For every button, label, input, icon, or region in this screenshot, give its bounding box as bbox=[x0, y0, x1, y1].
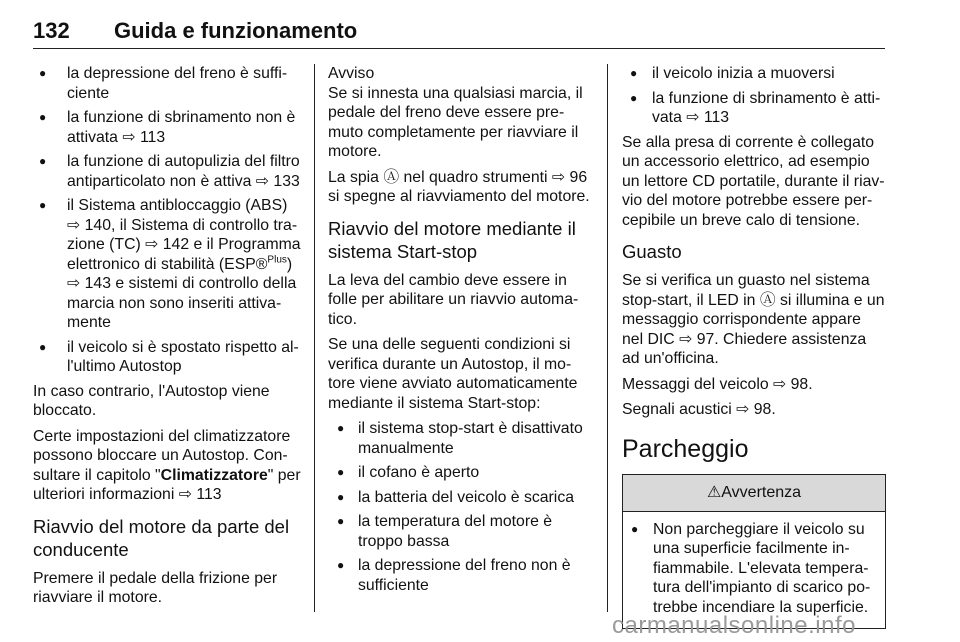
paragraph: Se una delle seguenti condizioni si verifica durante un Autostop, il mo-tore viene avviato automaticamente mediante il sistema Start-stop: bbox=[328, 336, 578, 412]
note-title: Avviso bbox=[328, 65, 375, 82]
paragraph: Se si verifica un guasto nel sistema stop-start, il LED in Ⓐ si illumina e un messaggio corrispondente appare nel DIC ⇨ 97. Chiedere assistenza ad un'officina. bbox=[622, 272, 885, 367]
list-item: ● il veicolo inizia a muoversi bbox=[622, 64, 886, 84]
column-middle bbox=[328, 64, 593, 600]
list-item: ● il sistema stop-start è disattivato manualmente bbox=[328, 419, 593, 458]
paragraph: Se alla presa di corrente è collegato un accessorio elettrico, ad esempio un lettore CD portatile, durante il riav-vio del motore potrebbe essere per-cepibile un breve calo di tensione. bbox=[622, 133, 885, 229]
list-item: ● la depressione del freno è suffi-ciente bbox=[33, 64, 301, 103]
column-right bbox=[622, 64, 886, 629]
column-divider bbox=[607, 64, 608, 612]
paragraph: In caso contrario, l'Autostop viene bloccato. bbox=[33, 382, 270, 419]
list-item-text: il Sistema antibloccaggio (ABS) ⇨ 140, il Sistema di controllo tra-zione (TC) ⇨ 142 e il Programma elettronico di stabilità (ESP® bbox=[67, 197, 301, 273]
list-item: ● Non parcheggiare il veicolo su una superficie facilmente in-fiammabile. L'elevata tempera-tura dell'impianto di scarico po-trebbe incendiare la superficie. bbox=[623, 520, 885, 618]
paragraph: La leva del cambio deve essere in folle per abilitare un riavvio automa-tico. bbox=[328, 271, 579, 328]
paragraph bbox=[33, 427, 301, 505]
column-divider bbox=[314, 64, 315, 612]
watermark-text: carmanualsonline.info bbox=[612, 612, 856, 639]
paragraph-text: Certe impostazioni del climatizzatore possono bloccare un Autostop. Con-sultare il capitolo " bbox=[33, 427, 291, 484]
paragraph: Segnali acustici ⇨ 98. bbox=[622, 401, 776, 418]
section-heading: Riavvio del motore da parte del conducente bbox=[33, 515, 290, 560]
warning-body bbox=[623, 512, 885, 629]
list-item: ● la funzione di sbrinamento non è attivata ⇨ 113 bbox=[33, 108, 301, 147]
list-item: ● la funzione di sbrinamento è atti-vata ⇨ 113 bbox=[622, 89, 886, 128]
list-item: ● la temperatura del motore è troppo bassa bbox=[328, 512, 593, 551]
page-number: 132 bbox=[33, 18, 70, 43]
column-left bbox=[33, 64, 301, 614]
section-heading: Guasto bbox=[622, 241, 682, 262]
trademark-superscript: Plus bbox=[267, 254, 287, 266]
warning-box bbox=[622, 474, 886, 630]
paragraph: La spia Ⓐ nel quadro strumenti ⇨ 96 si spegne al riavviamento del motore. bbox=[328, 168, 590, 205]
list-item: ● il cofano è aperto bbox=[328, 463, 593, 483]
list-item bbox=[33, 196, 301, 333]
list-item: ● il veicolo si è spostato rispetto al-l'ultimo Autostop bbox=[33, 338, 301, 377]
note-text: Se si innesta una qualsiasi marcia, il pedale del freno deve essere pre-muto completamente per riavviare il motore. bbox=[328, 84, 583, 160]
paragraph: Messaggi del veicolo ⇨ 98. bbox=[622, 375, 813, 393]
note-block bbox=[328, 64, 593, 162]
bold-link-text: Climatizzatore bbox=[160, 466, 268, 484]
list-item: ● la funzione di autopulizia del filtro antiparticolato non è attiva ⇨ 133 bbox=[33, 152, 301, 191]
section-heading: Riavvio del motore mediante il sistema Start-stop bbox=[328, 217, 576, 262]
paragraph: Premere il pedale della frizione per riavviare il motore. bbox=[33, 569, 278, 606]
paragraph-text: " per ulteriori informazioni ⇨ 113 bbox=[33, 466, 301, 503]
list-item: ● la depressione del freno non è sufficiente bbox=[328, 556, 593, 595]
warning-title: ⚠Avvertenza bbox=[623, 475, 885, 512]
chapter-title: Guida e funzionamento bbox=[114, 18, 358, 43]
list-item-text: ) ⇨ 143 e sistemi di controllo della marcia non sono inseriti attiva-mente bbox=[67, 255, 297, 331]
list-item: ● la batteria del veicolo è scarica bbox=[328, 488, 593, 508]
main-heading: Parcheggio bbox=[622, 434, 749, 463]
page-header bbox=[33, 18, 885, 49]
